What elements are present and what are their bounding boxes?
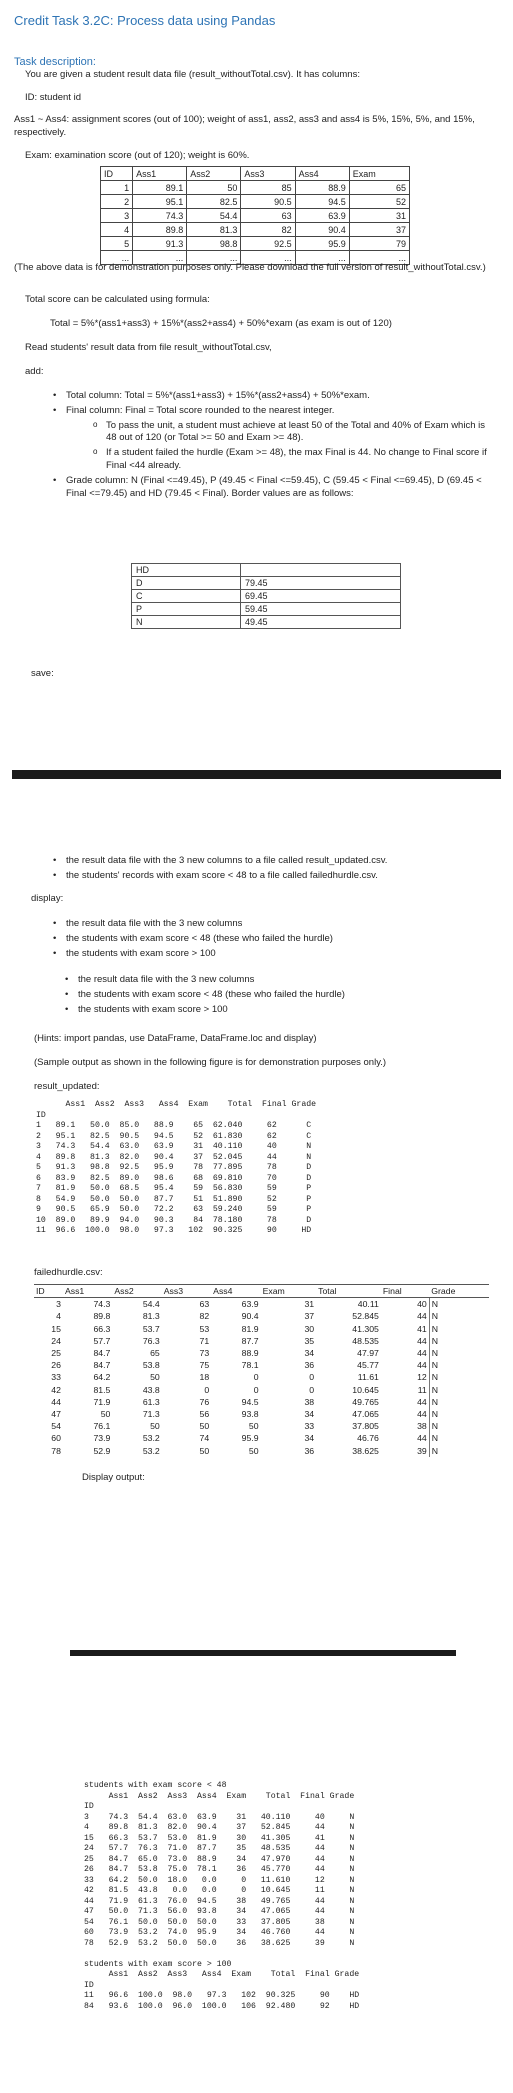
- grade-letter: C: [132, 590, 241, 603]
- list-item: • the result data file with the 3 new columns to a file called result_updated.csv.: [66, 855, 496, 868]
- table-cell: 3: [101, 209, 133, 223]
- page-title: Credit Task 3.2C: Process data using Pandas: [14, 13, 276, 28]
- table-cell: 0: [253, 1384, 259, 1395]
- table-cell: ...: [133, 251, 187, 265]
- table-cell: 52: [349, 195, 409, 209]
- table-cell: 54: [51, 1421, 61, 1432]
- table-row: [101, 195, 410, 209]
- table-cell: 5: [101, 237, 133, 251]
- table-cell: 81.9: [241, 1323, 259, 1334]
- table-cell: N: [429, 1323, 489, 1335]
- table-cell: 40.11: [357, 1299, 379, 1310]
- table-header: Ass3: [162, 1285, 211, 1298]
- table-cell: 34: [304, 1433, 315, 1444]
- result-updated-label: result_updated:: [34, 1081, 100, 1092]
- table-cell: 42: [51, 1384, 61, 1395]
- list-item: • Grade column: N (Final <=49.45), P (49.45 < Final <=59.45), C (59.45 < Final <=69.45), D (69.45 < Final <=79.45) and HD (79.45 < Final). Border values are as follows:: [66, 475, 496, 501]
- table-header: Ass4: [295, 167, 349, 181]
- table-cell: 71: [199, 1335, 210, 1346]
- table-row: [132, 564, 401, 577]
- failedhurdle-table: [34, 1284, 489, 1457]
- total-formula: Total = 5%*(ass1+ass3) + 15%*(ass2+ass4) + 50%*exam (as exam is out of 120): [50, 318, 392, 329]
- table-cell: N: [429, 1384, 489, 1396]
- table-cell: 50: [199, 1445, 210, 1456]
- table-cell: 50: [187, 181, 241, 195]
- list-item: • the students with exam score > 100: [78, 1004, 498, 1017]
- table-cell: 81.3: [187, 223, 241, 237]
- table-cell: 64.2: [93, 1372, 111, 1383]
- table-cell: N: [429, 1371, 489, 1383]
- table-header: Ass2: [187, 167, 241, 181]
- table-cell: 82.5: [187, 195, 241, 209]
- table-row: [34, 1298, 489, 1311]
- grade-letter: HD: [132, 564, 241, 577]
- table-row: [132, 616, 401, 629]
- table-cell: 0: [309, 1372, 315, 1383]
- table-cell: N: [429, 1298, 489, 1311]
- table-cell: 0: [204, 1384, 210, 1395]
- table-cell: N: [429, 1408, 489, 1420]
- table-cell: 18: [199, 1372, 210, 1383]
- table-cell: 84.7: [93, 1348, 111, 1359]
- table-cell: 63.9: [295, 209, 349, 223]
- table-cell: 71.9: [93, 1396, 111, 1407]
- table-cell: 34: [304, 1348, 315, 1359]
- table-cell: 37: [349, 223, 409, 237]
- failedhurdle-label: failedhurdle.csv:: [34, 1267, 103, 1278]
- table-cell: 79: [349, 237, 409, 251]
- table-cell: 74.3: [93, 1299, 111, 1310]
- table-cell: 52.9: [93, 1445, 111, 1456]
- table-cell: 2: [101, 195, 133, 209]
- table-cell: 71.3: [142, 1408, 160, 1419]
- list-item: • the result data file with the 3 new columns: [78, 974, 498, 987]
- table-cell: 45.77: [357, 1360, 379, 1371]
- table-header: Ass3: [241, 167, 295, 181]
- table-cell: 82: [241, 223, 295, 237]
- table-cell: 33: [51, 1372, 61, 1383]
- assignment-description: Ass1 ~ Ass4: assignment scores (out of 100); weight of ass1, ass2, ass3 and ass4 is 5%, 15%, 5%, and 15%, respectively.: [14, 114, 475, 138]
- table-header: Ass1: [133, 167, 187, 181]
- add-list: [66, 390, 496, 501]
- table-cell: 30: [304, 1323, 315, 1334]
- table-cell: 66.3: [93, 1323, 111, 1334]
- table-cell: 31: [304, 1299, 315, 1310]
- add-label: add:: [25, 366, 44, 377]
- table-cell: 38.625: [352, 1445, 379, 1456]
- task-description-heading: Task description:: [14, 56, 96, 68]
- table-cell: 36: [304, 1360, 315, 1371]
- table-header: Exam: [261, 1285, 317, 1298]
- table-row: [34, 1396, 489, 1408]
- list-item: • the students with exam score < 48 (these who failed the hurdle): [78, 989, 498, 1002]
- grade-border-value: 49.45: [241, 616, 401, 629]
- table-row: [101, 209, 410, 223]
- list-item: • the students with exam score < 48 (these who failed the hurdle): [66, 933, 496, 946]
- sample-data-table: [100, 166, 410, 265]
- table-header: ID: [101, 167, 133, 181]
- table-row: [34, 1347, 489, 1359]
- grade-letter: P: [132, 603, 241, 616]
- table-cell: 89.8: [93, 1311, 111, 1322]
- table-cell: 63.9: [241, 1299, 259, 1310]
- section-divider: [12, 770, 501, 779]
- grade-letter: D: [132, 577, 241, 590]
- table-cell: 90.4: [241, 1311, 259, 1322]
- table-row: [34, 1444, 489, 1456]
- table-cell: 63: [199, 1299, 210, 1310]
- table-cell: 50: [248, 1421, 259, 1432]
- table-cell: 76.3: [142, 1335, 160, 1346]
- table-cell: N: [429, 1359, 489, 1371]
- table-cell: 73.9: [93, 1433, 111, 1444]
- grade-border-table: [131, 563, 401, 629]
- table-row: [34, 1371, 489, 1383]
- table-cell: 76: [199, 1396, 210, 1407]
- id-description: ID: student id: [25, 92, 81, 103]
- hints: (Hints: import pandas, use DataFrame, DataFrame.loc and display): [34, 1033, 317, 1044]
- display-list-repeat: [78, 974, 498, 1016]
- table-cell: 47.97: [357, 1348, 379, 1359]
- table-cell: 74.3: [133, 209, 187, 223]
- table-header: Grade: [429, 1285, 489, 1298]
- table-cell: 94.5: [295, 195, 349, 209]
- table-cell: 74: [199, 1433, 210, 1444]
- table-cell: 78.1: [241, 1360, 259, 1371]
- table-cell: 53.7: [142, 1323, 160, 1334]
- table-cell: 61.3: [142, 1396, 160, 1407]
- table-cell: 0: [253, 1372, 259, 1383]
- table-cell: 90.4: [295, 223, 349, 237]
- table-cell: 44: [417, 1408, 427, 1419]
- table-cell: 26: [51, 1360, 61, 1371]
- table-cell: N: [429, 1396, 489, 1408]
- table-cell: 53.8: [142, 1360, 160, 1371]
- table-cell: 87.7: [241, 1335, 259, 1346]
- table-cell: 49.765: [352, 1396, 379, 1407]
- list-item: • Total column: Total = 5%*(ass1+ass3) + 15%*(ass2+ass4) + 50%*exam.: [66, 390, 496, 403]
- table-cell: N: [429, 1444, 489, 1456]
- table-cell: 50: [150, 1372, 160, 1383]
- table-row: [34, 1432, 489, 1444]
- table-cell: 3: [56, 1299, 61, 1310]
- table-header: Ass1: [63, 1285, 112, 1298]
- table-cell: N: [429, 1420, 489, 1432]
- table-cell: 91.3: [133, 237, 187, 251]
- table-cell: 24: [51, 1335, 61, 1346]
- table-cell: 95.9: [241, 1433, 259, 1444]
- table-row: [132, 577, 401, 590]
- exam-description: Exam: examination score (out of 120); weight is 60%.: [25, 150, 250, 161]
- table-header: Exam: [349, 167, 409, 181]
- table-row: [132, 603, 401, 616]
- table-cell: 0: [309, 1384, 315, 1395]
- table-row: [101, 181, 410, 195]
- list-item: • the students with exam score > 100: [66, 948, 496, 961]
- table-cell: 94.5: [241, 1396, 259, 1407]
- table-cell: 85: [241, 181, 295, 195]
- table-cell: 50: [248, 1445, 259, 1456]
- table-cell: 44: [51, 1396, 61, 1407]
- table-row: [34, 1359, 489, 1371]
- table-cell: 46.76: [357, 1433, 379, 1444]
- table-cell: 95.9: [295, 237, 349, 251]
- table-cell: 78: [51, 1445, 61, 1456]
- table-row: [34, 1420, 489, 1432]
- table-cell: 44: [417, 1433, 427, 1444]
- table-row: [34, 1323, 489, 1335]
- save-list: [66, 855, 496, 883]
- table-cell: 44: [417, 1335, 427, 1346]
- table-cell: 11: [417, 1384, 427, 1395]
- table-cell: 4: [101, 223, 133, 237]
- grade-letter: N: [132, 616, 241, 629]
- list-item: • Final column: Final = Total score rounded to the nearest integer.: [66, 405, 496, 418]
- table-cell: 48.535: [352, 1335, 379, 1346]
- table-cell: N: [429, 1310, 489, 1322]
- table-cell: 81.3: [142, 1311, 160, 1322]
- table-cell: 31: [349, 209, 409, 223]
- table-cell: ...: [349, 251, 409, 265]
- display-list: [66, 918, 496, 960]
- grade-border-value: [241, 564, 401, 577]
- table-cell: 52.845: [352, 1311, 379, 1322]
- table-cell: N: [429, 1335, 489, 1347]
- table-cell: 53: [199, 1323, 210, 1334]
- table-header: Total: [316, 1285, 381, 1298]
- list-item: • the result data file with the 3 new columns: [66, 918, 496, 931]
- table-cell: 40: [417, 1299, 427, 1310]
- table-cell: 54.4: [187, 209, 241, 223]
- table-cell: 1: [101, 181, 133, 195]
- table-cell: 63: [241, 209, 295, 223]
- table-row: [34, 1384, 489, 1396]
- intro-text: You are given a student result data file (result_withoutTotal.csv). It has columns:: [25, 69, 360, 80]
- table-cell: 84.7: [93, 1360, 111, 1371]
- table-cell: 44: [417, 1396, 427, 1407]
- table-cell: ...: [187, 251, 241, 265]
- table-cell: 95.1: [133, 195, 187, 209]
- section-divider: [70, 1650, 456, 1656]
- table-cell: 4: [56, 1311, 61, 1322]
- table-row: [101, 223, 410, 237]
- table-cell: 90.5: [241, 195, 295, 209]
- table-cell: N: [429, 1347, 489, 1359]
- table-cell: 98.8: [187, 237, 241, 251]
- table-cell: 50: [150, 1421, 160, 1432]
- table-cell: 65: [150, 1348, 160, 1359]
- save-label: save:: [31, 668, 54, 679]
- table-row: [132, 590, 401, 603]
- table-cell: 75: [199, 1360, 210, 1371]
- table-header: Final: [381, 1285, 429, 1298]
- table-cell: 38: [304, 1396, 315, 1407]
- table-cell: 88.9: [241, 1348, 259, 1359]
- table-header: Ass2: [112, 1285, 161, 1298]
- table-cell: 56: [199, 1408, 210, 1419]
- table-cell: ...: [101, 251, 133, 265]
- table-cell: 44: [417, 1311, 427, 1322]
- table-cell: 82: [199, 1311, 210, 1322]
- table-cell: 81.5: [93, 1384, 111, 1395]
- table-cell: 60: [51, 1433, 61, 1444]
- table-cell: 37: [304, 1311, 315, 1322]
- table-cell: 76.1: [93, 1421, 111, 1432]
- table-cell: 37.805: [352, 1421, 379, 1432]
- table-cell: 43.8: [142, 1384, 160, 1395]
- table-cell: 65: [349, 181, 409, 195]
- grade-border-value: 59.45: [241, 603, 401, 616]
- demo-note: (The above data is for demonstration purposes only. Please download the full version of result_withoutTotal.csv.): [14, 262, 486, 273]
- table-cell: ...: [241, 251, 295, 265]
- table-cell: 35: [304, 1335, 315, 1346]
- table-cell: 41.305: [352, 1323, 379, 1334]
- table-cell: 34: [304, 1408, 315, 1419]
- table-cell: 54.4: [142, 1299, 160, 1310]
- table-cell: 44: [417, 1360, 427, 1371]
- table-cell: 57.7: [93, 1335, 111, 1346]
- table-cell: 47.065: [352, 1408, 379, 1419]
- table-row: [34, 1310, 489, 1322]
- grade-border-value: 79.45: [241, 577, 401, 590]
- table-cell: 92.5: [241, 237, 295, 251]
- table-cell: 39: [417, 1445, 427, 1456]
- table-cell: 73: [199, 1348, 210, 1359]
- sample-output-note: (Sample output as shown in the following figure is for demonstration purposes only.): [34, 1057, 387, 1068]
- table-cell: 38: [417, 1421, 427, 1432]
- list-item: o If a student failed the hurdle (Exam >= 48), the max Final is 44. No change to Final score if Final <44 already.: [106, 447, 496, 473]
- display-output: students with exam score < 48 Ass1 Ass2 Ass3 Ass4 Exam Total Final Grade ID 3 74.3 54.4 63.0 63.9 31 40.110 40 N 4 89.8 81.3 82.0 90.4 37 52.845 44 N 15 66.3 53.7 53.0 81.9 30 41.305 41 N 24 57.7 76.3 71.0 87.7 35 48.535 44 N 25 84.7 65.0 73.0 88.9 34 47.970 44 N 26 84.7 53.8 75.0 78.1 36 45.770 44 N 33 64.2 50.0 18.0 0.0 0 11.610 12 N 42 81.5 43.8 0.0 0.0 0 10.645 11 N 44 71.9 61.3 76.0 94.5 38 49.765 44 N 47 50.0 71.3 56.0 93.8 34 47.065 44 N 54 76.1 50.0 50.0 50.0 33 37.805 38 N 60 73.9 53.2 74.0 95.9 34 46.760 44 N 78 52.9 53.2 50.0 50.0 36 38.625 39 N students with exam score > 100 Ass1 Ass2 Ass3 Ass4 Exam Total Final Grade ID 11 96.6 100.0 98.0 97.3 102 90.325 90 HD 84 93.6 100.0 96.0 100.0 106 92.480 92 HD: [84, 1781, 360, 2011]
- table-row: [34, 1408, 489, 1420]
- total-formula-intro: Total score can be calculated using formula:: [25, 294, 210, 305]
- table-cell: 12: [417, 1372, 427, 1383]
- table-cell: 25: [51, 1348, 61, 1359]
- table-cell: 88.9: [295, 181, 349, 195]
- table-header: Ass4: [211, 1285, 260, 1298]
- result-updated-output: Ass1 Ass2 Ass3 Ass4 Exam Total Final Grade ID 1 89.1 50.0 85.0 88.9 65 62.040 62 C 2 95.1 82.5 90.5 94.5 52 61.830 62 C 3 74.3 54.4 63.0 63.9 31 40.110 40 N 4 89.8 81.3 82.0 90.4 37 52.045 44 N 5 91.3 98.8 92.5 95.9 78 77.895 78 D 6 83.9 82.5 89.0 98.6 68 69.810 70 D 7 81.9 50.0 68.5 95.4 59 56.830 59 P 8 54.9 50.0 50.0 87.7 51 51.890 52 P 9 90.5 65.9 50.0 72.2 63 59.240 59 P 10 89.0 89.9 94.0 90.3 84 78.180 78 D 11 96.6 100.0 98.0 97.3 102 90.325 90 HD: [36, 1100, 317, 1235]
- display-label: display:: [31, 893, 64, 904]
- table-cell: 44: [417, 1348, 427, 1359]
- table-cell: N: [429, 1432, 489, 1444]
- table-cell: 53.2: [142, 1433, 160, 1444]
- table-cell: 33: [304, 1421, 315, 1432]
- table-row: [101, 237, 410, 251]
- table-cell: 36: [304, 1445, 315, 1456]
- table-cell: 50: [199, 1421, 210, 1432]
- table-cell: ...: [295, 251, 349, 265]
- table-cell: 50: [100, 1408, 111, 1419]
- read-instruction: Read students' result data from file result_withoutTotal.csv,: [25, 342, 272, 353]
- table-cell: 89.8: [133, 223, 187, 237]
- table-header: ID: [34, 1285, 63, 1298]
- table-cell: 53.2: [142, 1445, 160, 1456]
- table-row: [34, 1335, 489, 1347]
- grade-border-value: 69.45: [241, 590, 401, 603]
- table-cell: 15: [51, 1323, 61, 1334]
- table-cell: 47: [51, 1408, 61, 1419]
- table-cell: 11.61: [357, 1372, 379, 1383]
- table-cell: 41: [417, 1323, 427, 1334]
- table-cell: 10.645: [352, 1384, 379, 1395]
- list-item: o To pass the unit, a student must achieve at least 50 of the Total and 40% of Exam which is 48 out of 120 (or Total >= 50 and Exam >= 48).: [106, 420, 496, 446]
- list-item: • the students' records with exam score < 48 to a file called failedhurdle.csv.: [66, 870, 496, 883]
- table-cell: 93.8: [241, 1408, 259, 1419]
- display-output-label: Display output:: [82, 1472, 145, 1483]
- table-cell: 89.1: [133, 181, 187, 195]
